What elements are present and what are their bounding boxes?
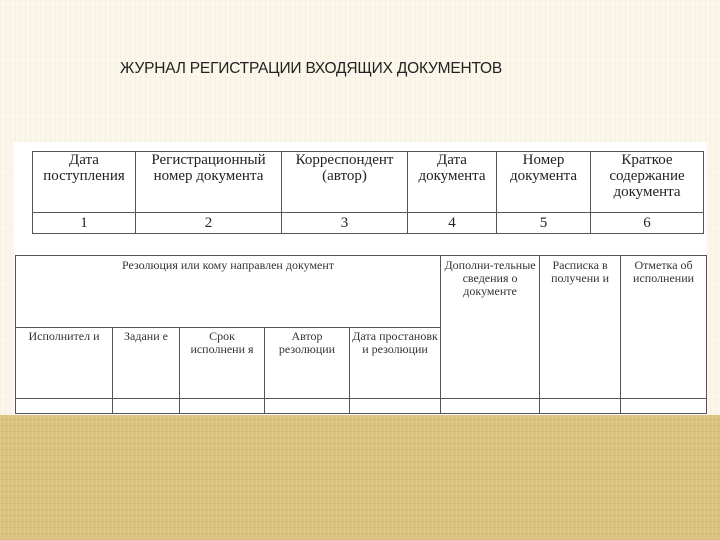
header-cell-received-date: Дата поступления xyxy=(33,152,136,213)
empty-cell xyxy=(540,399,621,414)
column-number: 4 xyxy=(408,213,497,234)
resolution-table xyxy=(15,255,707,414)
header-cell-document-date: Дата документа xyxy=(408,152,497,213)
table-header-row xyxy=(33,152,704,213)
header-cell-deadline: Срок исполнени я xyxy=(180,328,265,399)
empty-cell xyxy=(180,399,265,414)
header-cell-task: Задани е xyxy=(113,328,180,399)
column-number: 2 xyxy=(136,213,282,234)
header-cell-resolution-date: Дата простановк и резолюции xyxy=(350,328,441,399)
header-cell-document-number: Номер документа xyxy=(497,152,591,213)
column-number: 6 xyxy=(591,213,704,234)
column-number-row xyxy=(33,213,704,234)
header-cell-additional-info: Дополни-тельные сведения о документе xyxy=(441,256,540,399)
header-cell-resolution: Резолюция или кому направлен документ xyxy=(16,256,441,328)
incoming-documents-table xyxy=(32,151,704,234)
header-cell-resolution-author: Автор резолюции xyxy=(265,328,350,399)
empty-cell xyxy=(441,399,540,414)
empty-cell xyxy=(350,399,441,414)
header-cell-receipt: Расписка в получени и xyxy=(540,256,621,399)
column-number: 5 xyxy=(497,213,591,234)
empty-cell xyxy=(621,399,707,414)
empty-cell xyxy=(16,399,113,414)
empty-table-row xyxy=(16,399,707,414)
empty-cell xyxy=(265,399,350,414)
slide-bottom-band xyxy=(0,415,720,540)
empty-cell xyxy=(113,399,180,414)
resolution-header-row xyxy=(16,256,707,328)
header-cell-executors: Исполнител и xyxy=(16,328,113,399)
column-number: 3 xyxy=(282,213,408,234)
header-cell-registration-number: Регистрационный номер документа xyxy=(136,152,282,213)
header-cell-summary: Краткое содержание документа xyxy=(591,152,704,213)
column-number: 1 xyxy=(33,213,136,234)
slide-title: ЖУРНАЛ РЕГИСТРАЦИИ ВХОДЯЩИХ ДОКУМЕНТОВ xyxy=(120,60,503,77)
header-cell-execution-mark: Отметка об исполнении xyxy=(621,256,707,399)
header-cell-correspondent: Корреспондент (автор) xyxy=(282,152,408,213)
